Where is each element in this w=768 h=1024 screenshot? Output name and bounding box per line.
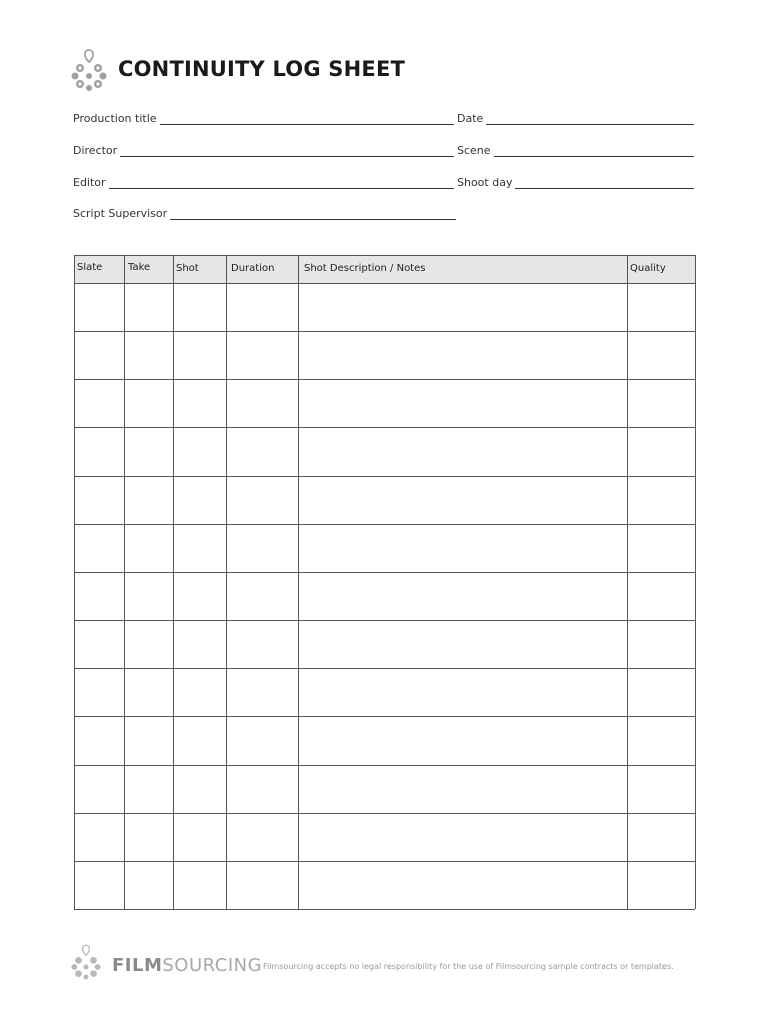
date-field[interactable] [457,112,694,125]
director-line[interactable] [120,146,454,157]
date-line[interactable] [486,114,694,125]
director-label: Director [73,144,118,157]
production-title-label: Production title [73,112,157,125]
script-supervisor-label: Script Supervisor [73,207,168,220]
production-title-line[interactable] [160,114,454,125]
script-supervisor-line[interactable] [170,209,456,220]
shoot-day-field[interactable] [457,176,694,189]
page-title: CONTINUITY LOG SHEET [118,57,406,81]
editor-field[interactable] [73,176,454,189]
column-header-duration: Duration [231,263,275,274]
column-header-shot: Shot [176,263,199,274]
brand-bold: FILM [112,955,163,976]
footer-brand [112,955,262,976]
script-supervisor-field[interactable] [73,207,456,220]
editor-line[interactable] [109,178,454,189]
footer-disclaimer: Filmsourcing accepts no legal responsibility for the use of Filmsourcing sample contracts or templates. [263,962,674,971]
scene-line[interactable] [494,146,694,157]
continuity-log-table [74,255,696,910]
table-grid-lines [74,255,696,910]
scene-field[interactable] [457,144,694,157]
director-field[interactable] [73,144,454,157]
footer-logo-icon [71,942,101,982]
filmsourcing-logo-icon [71,46,107,94]
brand-light: SOURCING [162,955,263,976]
date-label: Date [457,112,484,125]
editor-label: Editor [73,176,106,189]
column-header-shot-description: Shot Description / Notes [304,263,426,274]
shoot-day-line[interactable] [515,178,694,189]
production-title-field[interactable] [73,112,454,125]
column-header-slate: Slate [77,262,103,273]
scene-label: Scene [457,144,491,157]
column-header-take: Take [128,262,151,273]
column-header-quality: Quality [630,263,666,274]
shoot-day-label: Shoot day [457,176,513,189]
